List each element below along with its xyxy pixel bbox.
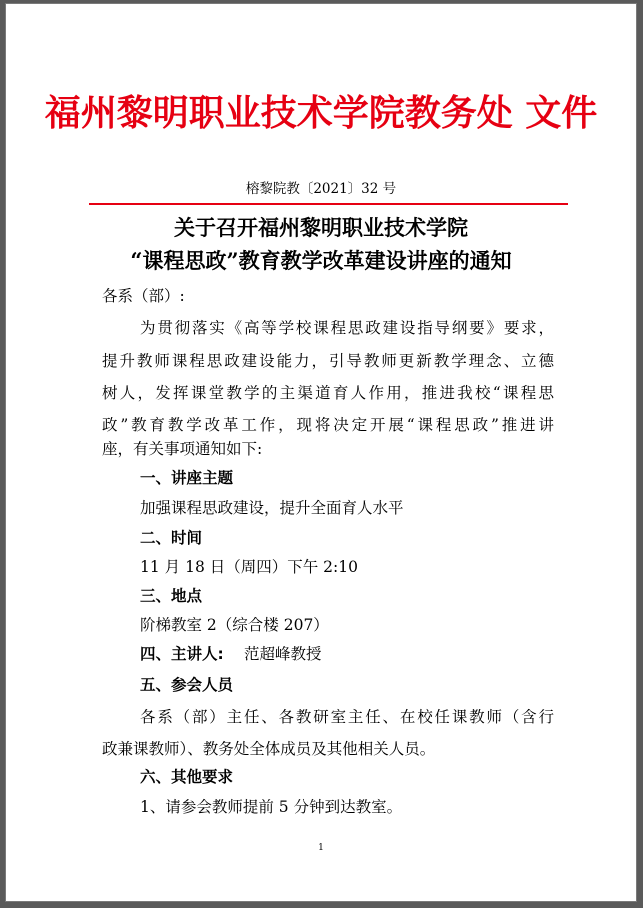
section-location-heading: 三、地点 [140, 587, 203, 605]
intro-line-2: 提升教师课程思政建设能力，引导教师更新教学理念、立德 [102, 352, 554, 370]
intro-line-1: 为贯彻落实《高等学校课程思政建设指导纲要》要求， [140, 319, 554, 337]
red-divider-line [89, 203, 568, 205]
section-attendees-line-2: 政兼课教师）、教务处全体成员及其他相关人员。 [102, 740, 436, 758]
section-speaker-heading: 四、主讲人: [140, 645, 224, 663]
section-topic-content: 加强课程思政建设，提升全面育人水平 [140, 499, 404, 517]
intro-line-3: 树人，发挥课堂教学的主渠道育人作用，推进我校“课程思 [102, 384, 554, 402]
section-time-content: 11 月 18 日（周四）下午 2:10 [140, 558, 358, 576]
section-speaker-content: 范超峰教授 [244, 645, 322, 663]
notice-title-line-1: 关于召开福州黎明职业技术学院 [174, 215, 468, 240]
notice-title-line-2: “课程思政”教育教学改革建设讲座的通知 [130, 248, 512, 273]
section-attendees-heading: 五、参会人员 [140, 676, 234, 694]
section-time-heading: 二、时间 [140, 529, 203, 547]
document-number: 榕黎院教〔2021〕32 号 [245, 181, 397, 197]
intro-line-4: 政”教育教学改革工作，现将决定开展“课程思政”推进讲 [102, 416, 554, 434]
document-page [5, 3, 637, 902]
intro-line-5: 座，有关事项通知如下: [102, 440, 263, 458]
section-other-content: 1、请参会教师提前 5 分钟到达教室。 [140, 798, 403, 816]
section-other-heading: 六、其他要求 [140, 768, 234, 786]
addressee: 各系（部）: [102, 287, 185, 305]
section-topic-heading: 一、讲座主题 [140, 469, 234, 487]
page-number: 1 [318, 843, 324, 853]
document-header-title: 福州黎明职业技术学院教务处 文件 [44, 93, 598, 134]
section-attendees-line-1: 各系（部）主任、各教研室主任、在校任课教师（含行 [140, 708, 554, 726]
section-location-content: 阶梯教室 2（综合楼 207） [140, 616, 329, 634]
